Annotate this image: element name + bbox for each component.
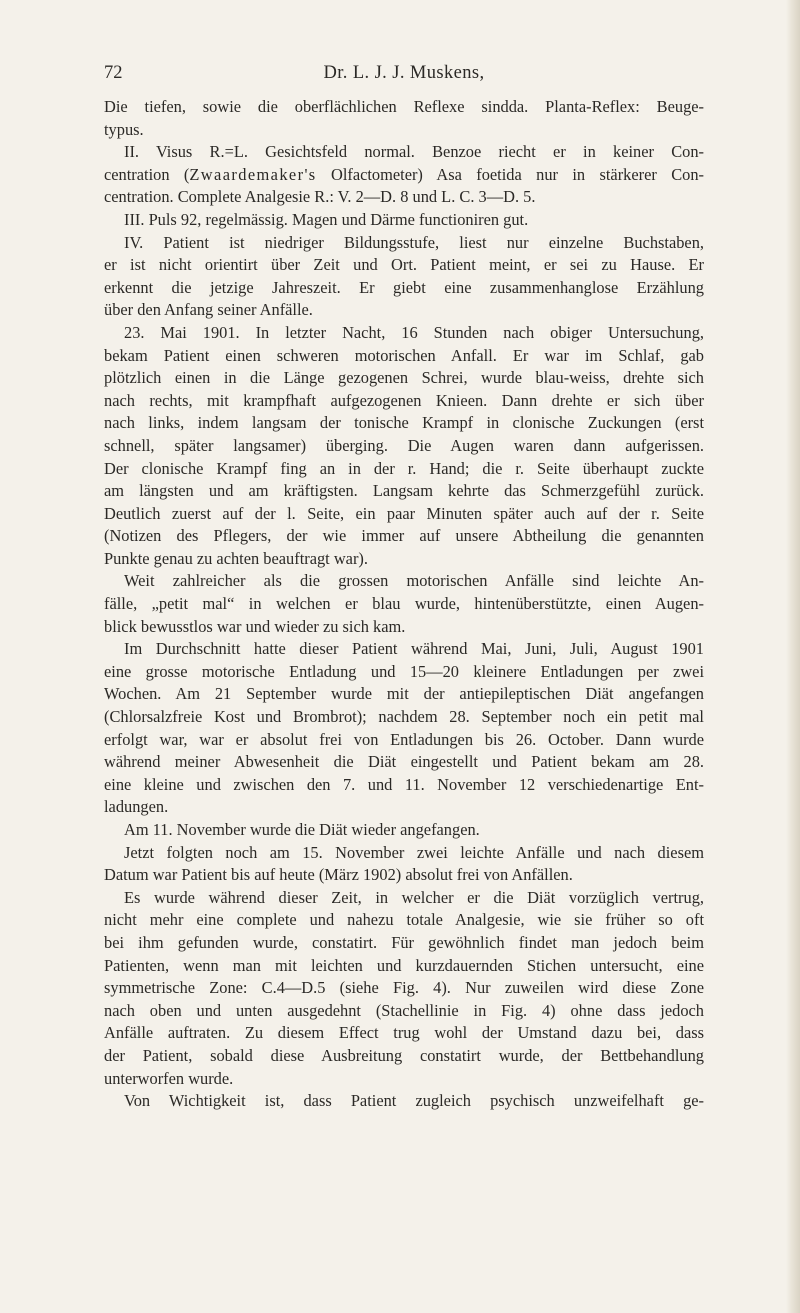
- text-line: Jetzt folgten noch am 15. November zwei leichte Anfälle und nach diesem: [124, 842, 704, 862]
- text-line: (Notizen des Pflegers, der wie immer auf unsere Abtheilung die genannten: [104, 526, 704, 546]
- text-line: Anfälle auftraten. Zu diesem Effect trug wohl der Umstand dazu bei, dass: [104, 1023, 704, 1043]
- text-line: Weit zahlreicher als die grossen motorischen Anfälle sind leichte An-: [124, 571, 704, 591]
- text-line: Patienten, wenn man mit leichten und kurzdauernden Stichen untersucht, eine: [104, 955, 704, 975]
- body-text: [104, 96, 704, 1113]
- text-line: Die tiefen, sowie die oberflächlichen Reflexe sindda. Planta-Reflex: Beuge-: [104, 97, 704, 116]
- text-line: blick bewusstlos war und wieder zu sich kam.: [104, 616, 406, 636]
- text-line: IV. Patient ist niedriger Bildungsstufe, liest nur einzelne Buchstaben,: [124, 232, 704, 252]
- running-head: Dr. L. J. J. Muskens,: [323, 63, 485, 83]
- text-line: Datum war Patient bis auf heute (März 1902) absolut frei von Anfällen.: [104, 865, 573, 885]
- text-line: bei ihm gefunden wurde, constatirt. Für gewöhnlich findet man jedoch beim: [104, 932, 704, 952]
- text-line: centration (Zwaardemaker's Olfactometer) Asa foetida nur in stärkerer Con-: [104, 164, 704, 184]
- text-line: nach links, indem langsam der tonische Krampf in clonische Zuckungen (erst: [104, 413, 704, 433]
- page-header: [104, 58, 704, 88]
- text-line: fälle, „petit mal“ in welchen er blau wurde, hintenüberstützte, einen Augen-: [104, 594, 704, 614]
- text-line: Punkte genau zu achten beauftragt war).: [104, 548, 368, 568]
- page-edge-shadow: [786, 0, 800, 1313]
- text-line: Deutlich zuerst auf der l. Seite, ein paar Minuten später auch auf der r. Seite: [104, 503, 704, 523]
- text-line: er ist nicht orientirt über Zeit und Ort. Patient meint, er sei zu Hause. Er: [104, 255, 704, 275]
- text-line: (Chlorsalzfreie Kost und Brombrot); nachdem 28. September noch ein petit mal: [104, 707, 704, 727]
- text-line: nicht mehr eine complete und nahezu totale Analgesie, wie sie früher so oft: [104, 910, 704, 930]
- text-line: eine grosse motorische Entladung und 15—20 kleinere Entladungen per zwei: [104, 661, 704, 681]
- text-line: erfolgt war, war er absolut frei von Entladungen bis 26. October. Dann wurde: [104, 729, 704, 749]
- text-line: III. Puls 92, regelmässig. Magen und Därme functioniren gut.: [124, 209, 529, 229]
- text-line: II. Visus R.=L. Gesichtsfeld normal. Benzoe riecht er in keiner Con-: [124, 142, 704, 162]
- text-line: nach rechts, mit krampfhaft aufgezogenen Knieen. Dann drehte er sich über: [104, 390, 704, 410]
- text-line: Im Durchschnitt hatte dieser Patient während Mai, Juni, Juli, August 1901: [124, 639, 704, 659]
- text-line: Der clonische Krampf fing an in der r. Hand; die r. Seite überhaupt zuckte: [104, 458, 704, 478]
- text-line: Wochen. Am 21 September wurde mit der antiepileptischen Diät angefangen: [104, 684, 704, 704]
- text-line: nach oben und unten ausgedehnt (Stachellinie in Fig. 4) ohne dass jedoch: [104, 1000, 704, 1020]
- text-line: während meiner Abwesenheit die Diät eingestellt und Patient bekam am 28.: [104, 752, 704, 772]
- text-line: schnell, später langsamer) überging. Die Augen waren dann aufgerissen.: [104, 435, 704, 455]
- text-line: 23. Mai 1901. In letzter Nacht, 16 Stunden nach obiger Untersuchung,: [124, 322, 704, 342]
- text-line: ladungen.: [104, 797, 169, 817]
- text-line: typus.: [104, 119, 144, 139]
- text-line: plötzlich einen in die Länge gezogenen Schrei, wurde blau-weiss, drehte sich: [104, 368, 704, 388]
- text-line: Am 11. November wurde die Diät wieder angefangen.: [124, 820, 480, 839]
- spaced-word: Zwaardemaker's: [189, 164, 317, 184]
- text-line: über den Anfang seiner Anfälle.: [104, 300, 313, 320]
- text-line: am längsten und am kräftigsten. Langsam kehrte das Schmerzgefühl zurück.: [104, 481, 704, 501]
- text-line: unterworfen wurde.: [104, 1068, 234, 1088]
- text-line: eine kleine und zwischen den 7. und 11. November 12 verschiedenartige Ent-: [104, 774, 704, 794]
- text-line: Es wurde während dieser Zeit, in welcher er die Diät vorzüglich vertrug,: [124, 887, 704, 907]
- text-line: der Patient, sobald diese Ausbreitung constatirt wurde, der Bettbehandlung: [104, 1045, 704, 1065]
- text-line: bekam Patient einen schweren motorischen Anfall. Er war im Schlaf, gab: [104, 345, 704, 365]
- page-number: 72: [104, 63, 123, 83]
- text-line: symmetrische Zone: C.4—D.5 (siehe Fig. 4). Nur zuweilen wird diese Zone: [104, 978, 704, 998]
- text-line: Von Wichtigkeit ist, dass Patient zugleich psychisch unzweifelhaft ge-: [124, 1091, 704, 1111]
- text-line: centration. Complete Analgesie R.: V. 2—D. 8 und L. C. 3—D. 5.: [104, 187, 536, 207]
- text-line: erkennt die jetzige Jahreszeit. Er giebt eine zusammenhanglose Erzählung: [104, 277, 704, 297]
